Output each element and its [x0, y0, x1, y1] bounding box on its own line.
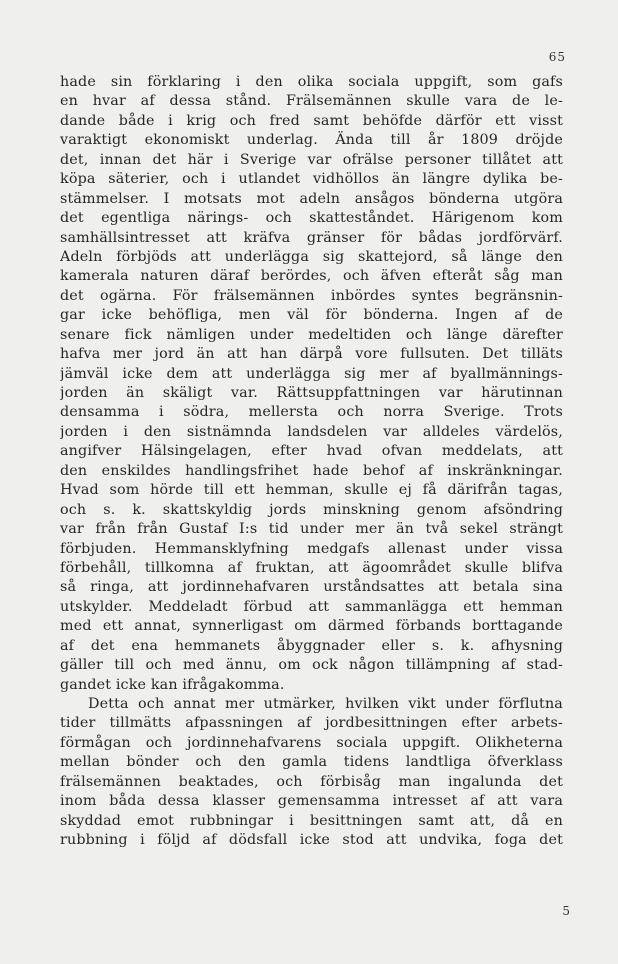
- signature-mark: 5: [562, 904, 570, 918]
- text-line: jorden än skäligt var. Rättsuppfattningen var härutinnan: [60, 385, 563, 401]
- text-line: hafva mer jord än att han därpå vore fullsuten. Det tilläts: [60, 346, 563, 363]
- text-line: utskylder. Meddeladt förbud att sammanlägga ett hemman: [60, 598, 563, 615]
- text-line: förbehåll, tillkomna af fruktan, att ägoområdet skulle blifva: [60, 559, 563, 576]
- text-line: förbjuden. Hemmansklyfning medgafs allenast under vissa: [60, 540, 563, 557]
- text-line: så ringa, att jordinnehafvaren urståndsattes att betala sina: [60, 579, 563, 596]
- text-line: tider tillmätts afpassningen af jordbesittningen efter arbets-: [60, 715, 563, 732]
- text-line: senare fick nämligen under medeltiden och länge därefter: [60, 326, 563, 343]
- text-line: det egentliga närings- och skatteståndet. Härigenom kom: [60, 210, 563, 227]
- text-line: skyddad emot rubbningar i besittningen samt att, då en: [60, 812, 563, 829]
- text-line: inom båda dessa klasser gemensamma intresset af att vara: [60, 793, 563, 810]
- text-line: samhällsintresset att kräfva gränser för bådas jordförvärf.: [60, 229, 563, 246]
- text-line: stämmelser. I motsats mot adeln ansågos bönderna utgöra: [60, 190, 563, 207]
- text-line: jämväl icke dem att underlägga sig mer af byallmännings-: [60, 365, 563, 382]
- text-line: varaktigt ekonomiskt underlag. Ända till år 1809 dröjde: [60, 132, 563, 149]
- text-line: gäller till och med ännu, om ock någon tillämpning af stad-: [60, 657, 563, 674]
- text-line: med ett annat, synnerligast om därmed förbands borttagande: [60, 618, 563, 635]
- text-line: det, innan det här i Sverige var ofrälse personer tillåtet att: [60, 151, 563, 168]
- text-line: gar icke behöfliga, men väl för bönderna. Ingen af de: [60, 307, 563, 324]
- text-line: Detta och annat mer utmärker, hvilken vikt under förflutna: [88, 696, 563, 712]
- text-line: och s. k. skattskyldig jords minskning genom afsöndring: [60, 501, 563, 518]
- text-line: Hvad som hörde till ett hemman, skulle ej få därifrån tagas,: [60, 482, 563, 499]
- page-number: 65: [548, 50, 566, 64]
- text-line: hade sin förklaring i den olika sociala uppgift, som gafs: [60, 74, 563, 90]
- text-line: rubbning i följd af dödsfall icke stod att undvika, foga det: [60, 832, 563, 849]
- text-line: det ogärna. För frälsemännen inbördes syntes begränsnin-: [60, 287, 563, 304]
- text-line: gandet icke kan ifrågakomma.: [60, 676, 285, 693]
- text-line: angifver Hälsingelagen, efter hvad ofvan meddelats, att: [60, 443, 563, 460]
- text-line: densamma i södra, mellersta och norra Sverige. Trots: [60, 404, 563, 421]
- text-line: en hvar af dessa stånd. Frälsemännen skulle vara de le-: [60, 93, 563, 110]
- text-line: mellan bönder och den gamla tidens landtliga öfverklass: [60, 754, 563, 771]
- text-line: kamerala naturen däraf berördes, och äfven efteråt såg man: [60, 268, 563, 285]
- body-text: [60, 73, 563, 851]
- text-line: af det ena hemmanets åbyggnader eller s. k. afhysning: [60, 637, 563, 654]
- text-line: förmågan och jordinnehafvarens sociala uppgift. Olikheterna: [60, 734, 563, 751]
- text-line: köpa säterier, och i utlandet vidhöllos än längre dylika be-: [60, 171, 563, 188]
- text-line: jorden i den sistnämnda landsdelen var alldeles värdelös,: [60, 423, 563, 440]
- text-line: den enskildes handlingsfrihet hade behof af inskränkningar.: [60, 462, 563, 479]
- text-line: frälsemännen beaktades, och förbisåg man ingalunda det: [60, 773, 563, 790]
- text-line: dande både i krig och fred samt behöfde därför ett visst: [60, 112, 563, 129]
- text-line: var från från Gustaf I:s tid under mer än två sekel strängt: [60, 521, 563, 538]
- text-line: Adeln förbjöds att underlägga sig skattejord, så länge den: [60, 248, 563, 265]
